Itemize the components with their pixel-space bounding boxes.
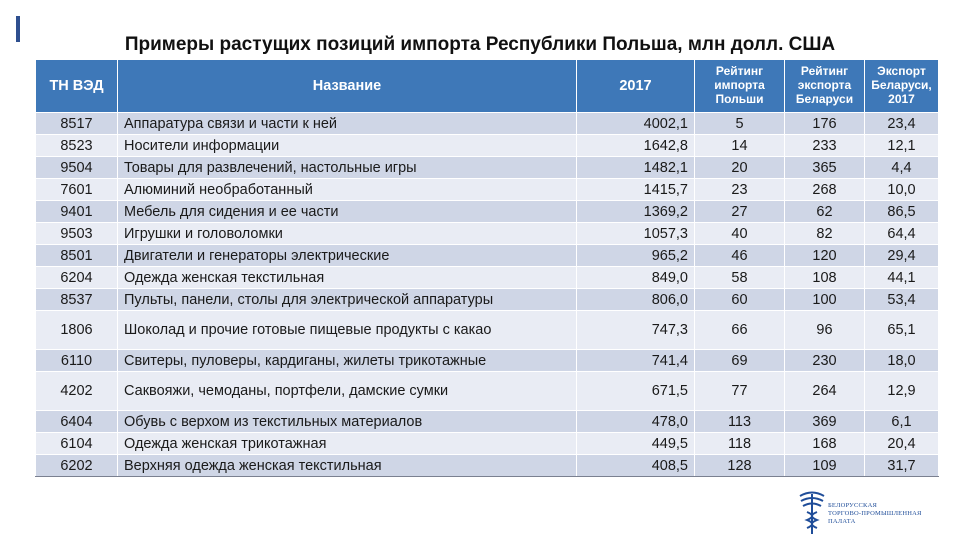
cell-export-by: 18,0 bbox=[865, 350, 939, 372]
cell-rank-export: 108 bbox=[785, 267, 865, 289]
cell-name: Носители информации bbox=[118, 135, 577, 157]
cell-export-by: 23,4 bbox=[865, 113, 939, 135]
cell-value: 449,5 bbox=[577, 433, 695, 455]
cell-code: 8517 bbox=[36, 113, 118, 135]
cell-name: Аппаратура связи и части к ней bbox=[118, 113, 577, 135]
header-export-by: Экспорт Беларуси, 2017 bbox=[865, 60, 939, 113]
cell-value: 671,5 bbox=[577, 372, 695, 411]
cell-rank-export: 82 bbox=[785, 223, 865, 245]
cell-code: 8501 bbox=[36, 245, 118, 267]
cell-code: 8523 bbox=[36, 135, 118, 157]
cell-rank-import: 58 bbox=[695, 267, 785, 289]
logo-line: БЕЛОРУССКАЯ bbox=[828, 502, 878, 509]
cell-rank-export: 100 bbox=[785, 289, 865, 311]
logo-text bbox=[828, 502, 922, 526]
table-row bbox=[36, 201, 939, 223]
cell-value: 747,3 bbox=[577, 311, 695, 350]
cell-rank-export: 62 bbox=[785, 201, 865, 223]
cell-name: Одежда женская трикотажная bbox=[118, 433, 577, 455]
cell-rank-export: 233 bbox=[785, 135, 865, 157]
cell-name: Мебель для сидения и ее части bbox=[118, 201, 577, 223]
cell-name: Пульты, панели, столы для электрической аппаратуры bbox=[118, 289, 577, 311]
cell-rank-export: 230 bbox=[785, 350, 865, 372]
cell-rank-export: 120 bbox=[785, 245, 865, 267]
cell-export-by: 6,1 bbox=[865, 411, 939, 433]
cell-rank-import: 118 bbox=[695, 433, 785, 455]
cell-rank-import: 66 bbox=[695, 311, 785, 350]
logo-line: ПАЛАТА bbox=[828, 518, 856, 525]
cell-rank-import: 77 bbox=[695, 372, 785, 411]
cell-export-by: 31,7 bbox=[865, 455, 939, 477]
cell-name: Обувь с верхом из текстильных материалов bbox=[118, 411, 577, 433]
cell-value: 1415,7 bbox=[577, 179, 695, 201]
cell-export-by: 53,4 bbox=[865, 289, 939, 311]
table-row bbox=[36, 113, 939, 135]
header-rank-export: Рейтинг экспорта Беларуси bbox=[785, 60, 865, 113]
import-table bbox=[35, 59, 939, 477]
cell-value: 849,0 bbox=[577, 267, 695, 289]
cell-rank-import: 60 bbox=[695, 289, 785, 311]
table-header-row bbox=[36, 60, 939, 113]
table-row bbox=[36, 411, 939, 433]
cell-value: 741,4 bbox=[577, 350, 695, 372]
cell-export-by: 20,4 bbox=[865, 433, 939, 455]
table-row bbox=[36, 267, 939, 289]
cell-code: 9401 bbox=[36, 201, 118, 223]
table-row bbox=[36, 350, 939, 372]
header-year: 2017 bbox=[577, 60, 695, 113]
page-title: Примеры растущих позиций импорта Республики Польша, млн долл. США bbox=[124, 34, 836, 55]
cell-value: 806,0 bbox=[577, 289, 695, 311]
cell-code: 6204 bbox=[36, 267, 118, 289]
cell-value: 478,0 bbox=[577, 411, 695, 433]
cell-export-by: 86,5 bbox=[865, 201, 939, 223]
table-row bbox=[36, 223, 939, 245]
cell-value: 1482,1 bbox=[577, 157, 695, 179]
cell-export-by: 12,1 bbox=[865, 135, 939, 157]
cell-code: 4202 bbox=[36, 372, 118, 411]
cell-code: 7601 bbox=[36, 179, 118, 201]
cell-export-by: 12,9 bbox=[865, 372, 939, 411]
cell-rank-export: 264 bbox=[785, 372, 865, 411]
logo-line: ТОРГОВО-ПРОМЫШЛЕННАЯ bbox=[828, 510, 922, 517]
cell-name: Саквояжи, чемоданы, портфели, дамские сумки bbox=[118, 372, 577, 411]
cell-value: 1642,8 bbox=[577, 135, 695, 157]
caduceus-icon bbox=[798, 490, 826, 536]
table-row bbox=[36, 179, 939, 201]
table-row bbox=[36, 455, 939, 477]
cell-rank-import: 27 bbox=[695, 201, 785, 223]
cell-rank-import: 5 bbox=[695, 113, 785, 135]
cell-name: Свитеры, пуловеры, кардиганы, жилеты трикотажные bbox=[118, 350, 577, 372]
cell-export-by: 29,4 bbox=[865, 245, 939, 267]
cell-rank-import: 69 bbox=[695, 350, 785, 372]
cell-value: 1057,3 bbox=[577, 223, 695, 245]
chamber-logo bbox=[798, 490, 938, 536]
cell-code: 6202 bbox=[36, 455, 118, 477]
cell-value: 4002,1 bbox=[577, 113, 695, 135]
cell-rank-export: 176 bbox=[785, 113, 865, 135]
cell-rank-export: 109 bbox=[785, 455, 865, 477]
cell-rank-import: 23 bbox=[695, 179, 785, 201]
cell-value: 1369,2 bbox=[577, 201, 695, 223]
cell-name: Шоколад и прочие готовые пищевые продукты с какао bbox=[118, 311, 577, 350]
cell-rank-export: 369 bbox=[785, 411, 865, 433]
cell-rank-import: 128 bbox=[695, 455, 785, 477]
cell-name: Двигатели и генераторы электрические bbox=[118, 245, 577, 267]
cell-code: 1806 bbox=[36, 311, 118, 350]
table-row bbox=[36, 433, 939, 455]
cell-rank-export: 168 bbox=[785, 433, 865, 455]
cell-export-by: 65,1 bbox=[865, 311, 939, 350]
cell-value: 408,5 bbox=[577, 455, 695, 477]
cell-name: Товары для развлечений, настольные игры bbox=[118, 157, 577, 179]
cell-name: Верхняя одежда женская текстильная bbox=[118, 455, 577, 477]
cell-code: 9504 bbox=[36, 157, 118, 179]
table-row bbox=[36, 311, 939, 350]
cell-rank-export: 268 bbox=[785, 179, 865, 201]
table-row bbox=[36, 135, 939, 157]
header-name: Название bbox=[118, 60, 577, 113]
cell-name: Одежда женская текстильная bbox=[118, 267, 577, 289]
cell-code: 6110 bbox=[36, 350, 118, 372]
cell-code: 9503 bbox=[36, 223, 118, 245]
cell-rank-import: 113 bbox=[695, 411, 785, 433]
table-row bbox=[36, 157, 939, 179]
cell-rank-import: 40 bbox=[695, 223, 785, 245]
cell-name: Игрушки и головоломки bbox=[118, 223, 577, 245]
cell-code: 6104 bbox=[36, 433, 118, 455]
table-row bbox=[36, 372, 939, 411]
cell-export-by: 64,4 bbox=[865, 223, 939, 245]
header-code: ТН ВЭД bbox=[36, 60, 118, 113]
table-row bbox=[36, 245, 939, 267]
cell-export-by: 44,1 bbox=[865, 267, 939, 289]
cell-value: 965,2 bbox=[577, 245, 695, 267]
table-row bbox=[36, 289, 939, 311]
cell-rank-import: 20 bbox=[695, 157, 785, 179]
cell-name: Алюминий необработанный bbox=[118, 179, 577, 201]
cell-export-by: 4,4 bbox=[865, 157, 939, 179]
cell-rank-export: 96 bbox=[785, 311, 865, 350]
cell-rank-export: 365 bbox=[785, 157, 865, 179]
cell-rank-import: 46 bbox=[695, 245, 785, 267]
cell-export-by: 10,0 bbox=[865, 179, 939, 201]
cell-code: 6404 bbox=[36, 411, 118, 433]
cell-code: 8537 bbox=[36, 289, 118, 311]
cell-rank-import: 14 bbox=[695, 135, 785, 157]
header-rank-import: Рейтинг импорта Польши bbox=[695, 60, 785, 113]
